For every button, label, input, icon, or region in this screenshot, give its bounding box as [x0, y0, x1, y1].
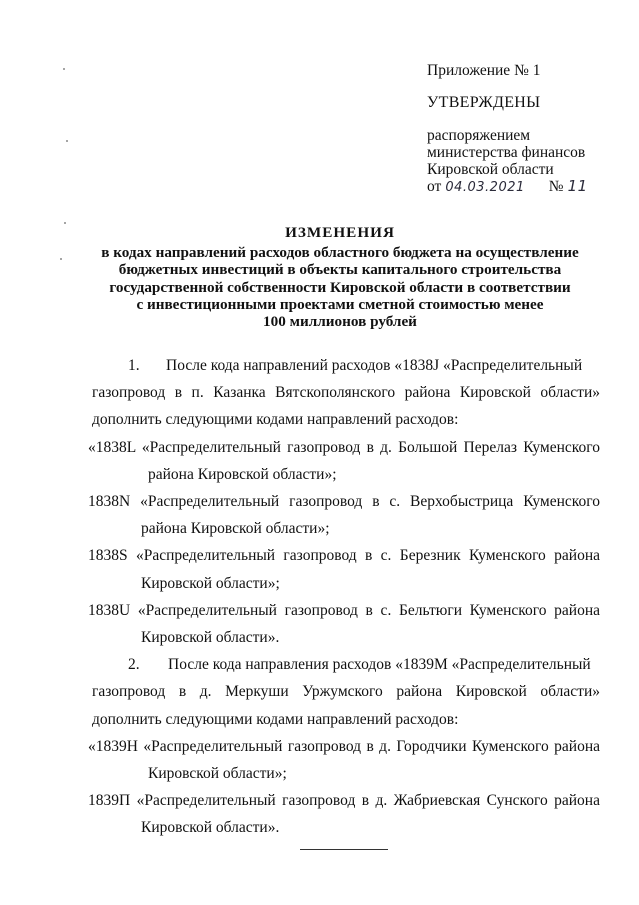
handwritten-date: 04.03.2021	[445, 180, 525, 195]
section-intro-rest: газопровод в п. Казанка Вятскополянского района Кировской области» дополнить следующими кодами направлений расходов:	[92, 384, 600, 429]
date-number-line	[427, 178, 627, 196]
title-heading: ИЗМЕНЕНИЯ	[285, 224, 395, 241]
scan-speck	[63, 68, 65, 70]
section-number: 1.	[128, 357, 140, 374]
approved-label: УТВЕРЖДЕНЫ	[427, 94, 541, 111]
appendix-label: Приложение № 1	[427, 62, 541, 79]
section-intro-first: После кода направления расходов «1839М «Распределительный	[168, 656, 591, 674]
title-line: бюджетных инвестиций в объекты капитального строительства	[118, 261, 562, 279]
section-intro-rest: газопровод в д. Меркуши Уржумского района Кировской области» дополнить следующими кодами направлений расходов:	[92, 683, 600, 728]
section-intro-first: После кода направлений расходов «1838J «Распределительный	[166, 357, 583, 374]
scan-speck	[66, 140, 68, 142]
section-paragraph	[92, 651, 600, 678]
section-number: 2.	[128, 656, 140, 674]
scan-speck	[64, 222, 66, 224]
end-rule	[300, 849, 388, 850]
handwritten-number: 11	[567, 177, 588, 195]
order-line: Кировской области	[427, 161, 554, 178]
approval-stamp-block	[427, 62, 627, 196]
date-prefix: от	[427, 178, 442, 195]
order-line: распоряжением	[427, 127, 531, 144]
section-1	[88, 352, 600, 651]
list-item: 1838U «Распределительный газопровод в с. Бельтюги Куменского района Кировской области».	[88, 601, 600, 647]
title-line: с инвестиционными проектами сметной стоимостью менее	[136, 295, 544, 313]
number-sign: №	[548, 178, 564, 195]
order-reference	[427, 127, 627, 196]
list-item: 1839П «Распределительный газопровод в д. Жабриевская Сунского района Кировской области».	[88, 792, 600, 837]
document-title	[60, 224, 620, 330]
scan-speck	[60, 258, 62, 260]
title-line: 100 миллионов рублей	[263, 313, 417, 331]
list-item: «1838L «Распределительный газопровод в д. Большой Перелаз Куменского района Кировской области»;	[88, 438, 600, 483]
order-line: министерства финансов	[427, 144, 586, 161]
section-paragraph	[90, 352, 600, 379]
list-item: 1838N «Распределительный газопровод в с. Верхобыстрица Куменского района Кировской области»;	[88, 493, 600, 538]
section-2	[88, 651, 600, 841]
list-item: 1838S «Распределительный газопровод в с. Березник Куменского района Кировской области»;	[88, 547, 600, 592]
title-line: государственной собственности Кировской области в соответствии	[109, 278, 571, 296]
title-line: в кодах направлений расходов областного бюджета на осуществление	[101, 244, 579, 262]
list-item: «1839Н «Распределительный газопровод в д. Городчики Куменского района Кировской области»;	[88, 737, 600, 783]
document-body	[88, 352, 600, 842]
